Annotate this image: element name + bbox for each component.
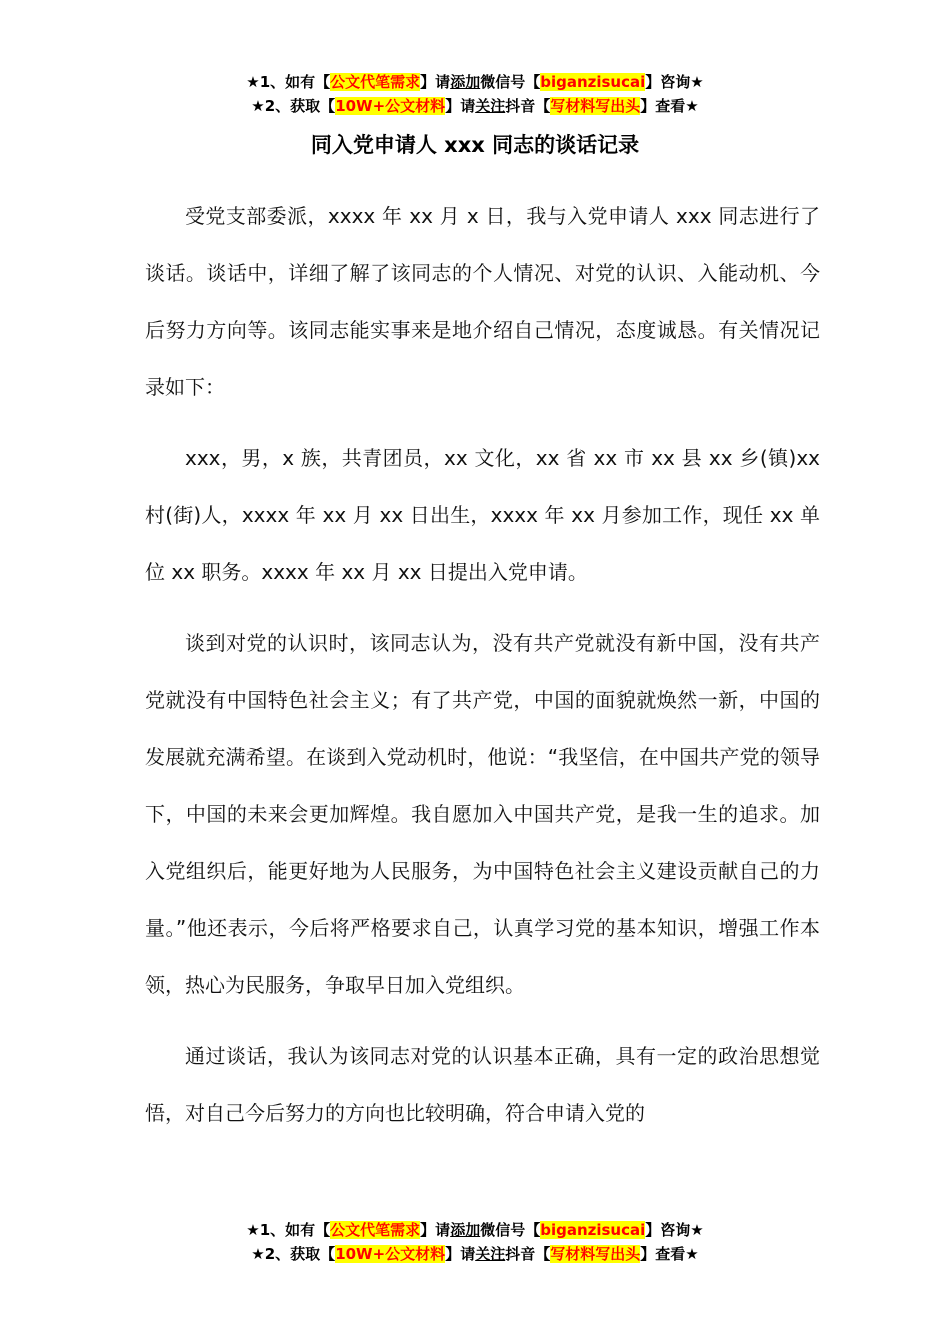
banner-text: 】请 [445,97,476,115]
banner-text: 】咨询★ [645,1221,704,1239]
banner-highlight-wechat-id: biganzisucai [540,73,646,91]
paragraph-1: 受党支部委派，xxxx 年 xx 月 x 日，我与入党申请人 xxx 同志进行了谈话。谈话中，详细了解了该同志的个人情况、对党的认识、入能动机、今后努力方向等。该同志能实事来是地介绍自己情况，态度诚恳。有关情况记录如下： [145,204,820,399]
banner-text: 抖音【 [505,1245,551,1263]
star-icon: ★ [251,97,265,115]
banner-text: 微信号【 [480,73,541,91]
banner-text: 微信号【 [480,1221,541,1239]
banner-highlight: 10W+公文材料 [335,97,446,115]
banner-text: 2、获取【 [264,97,336,115]
paragraph-3: 谈到对党的认识时，该同志认为，没有共产党就没有新中国，没有共产党就没有中国特色社会主义；有了共产党，中国的面貌就焕然一新，中国的发展就充满希望。在谈到入党动机时，他说：“我坚信，在中国共产党的领导下，中国的未来会更加辉煌。我自愿加入中国共产党，是我一生的追求。加入党组织后，能更好地为人民服务，为中国特色社会主义建设贡献自己的力量。”他还表示，今后将严格要求自己，认真学习党的基本知识，增强工作本领，热心为民服务，争取早日加入党组织。 [145,631,820,997]
banner-underlined-text: 关注 [475,97,506,115]
banner-text: 】查看★ [640,1245,699,1263]
footer-banner-line-2 [0,1242,950,1266]
paragraph-2: xxx，男，x 族，共青团员，xx 文化，xx 省 xx 市 xx 县 xx 乡(镇)xx 村(街)人，xxxx 年 xx 月 xx 日出生，xxxx 年 xx 月参加工作，现任 xx 单位 xx 职务。xxxx 年 xx 月 xx 日提出入党申请。 [145,446,820,584]
banner-text: 】咨询★ [645,73,704,91]
banner-underlined-text: 关注 [475,1245,506,1263]
banner-underlined-text: 添加 [450,1221,481,1239]
banner-text: 】请 [420,73,451,91]
banner-highlight: 公文代笔需求 [330,73,421,91]
paragraph-4: 通过谈话，我认为该同志对党的认识基本正确，具有一定的政治思想觉悟，对自己今后努力的方向也比较明确，符合申请入党的 [145,1044,820,1125]
banner-highlight-douyin-id: 写材料写出头 [550,1245,641,1263]
banner-highlight: 公文代笔需求 [330,1221,421,1239]
header-banner-line-1 [0,70,950,94]
banner-text: 1、如有【 [259,73,331,91]
banner-text: 2、获取【 [264,1245,336,1263]
header-banner [0,70,950,118]
footer-banner [0,1218,950,1266]
star-icon: ★ [251,1245,265,1263]
banner-text: 】请 [445,1245,476,1263]
header-banner-line-2 [0,94,950,118]
banner-text: 1、如有【 [259,1221,331,1239]
star-icon: ★ [246,73,260,91]
banner-highlight: 10W+公文材料 [335,1245,446,1263]
banner-text: 抖音【 [505,97,551,115]
banner-text: 】请 [420,1221,451,1239]
banner-underlined-text: 添加 [450,73,481,91]
banner-highlight-douyin-id: 写材料写出头 [550,97,641,115]
document-title: 同入党申请人 xxx 同志的谈话记录 [310,133,640,157]
banner-highlight-wechat-id: biganzisucai [540,1221,646,1239]
footer-banner-line-1 [0,1218,950,1242]
document-body [145,188,820,1156]
banner-text: 】查看★ [640,97,699,115]
star-icon: ★ [246,1221,260,1239]
